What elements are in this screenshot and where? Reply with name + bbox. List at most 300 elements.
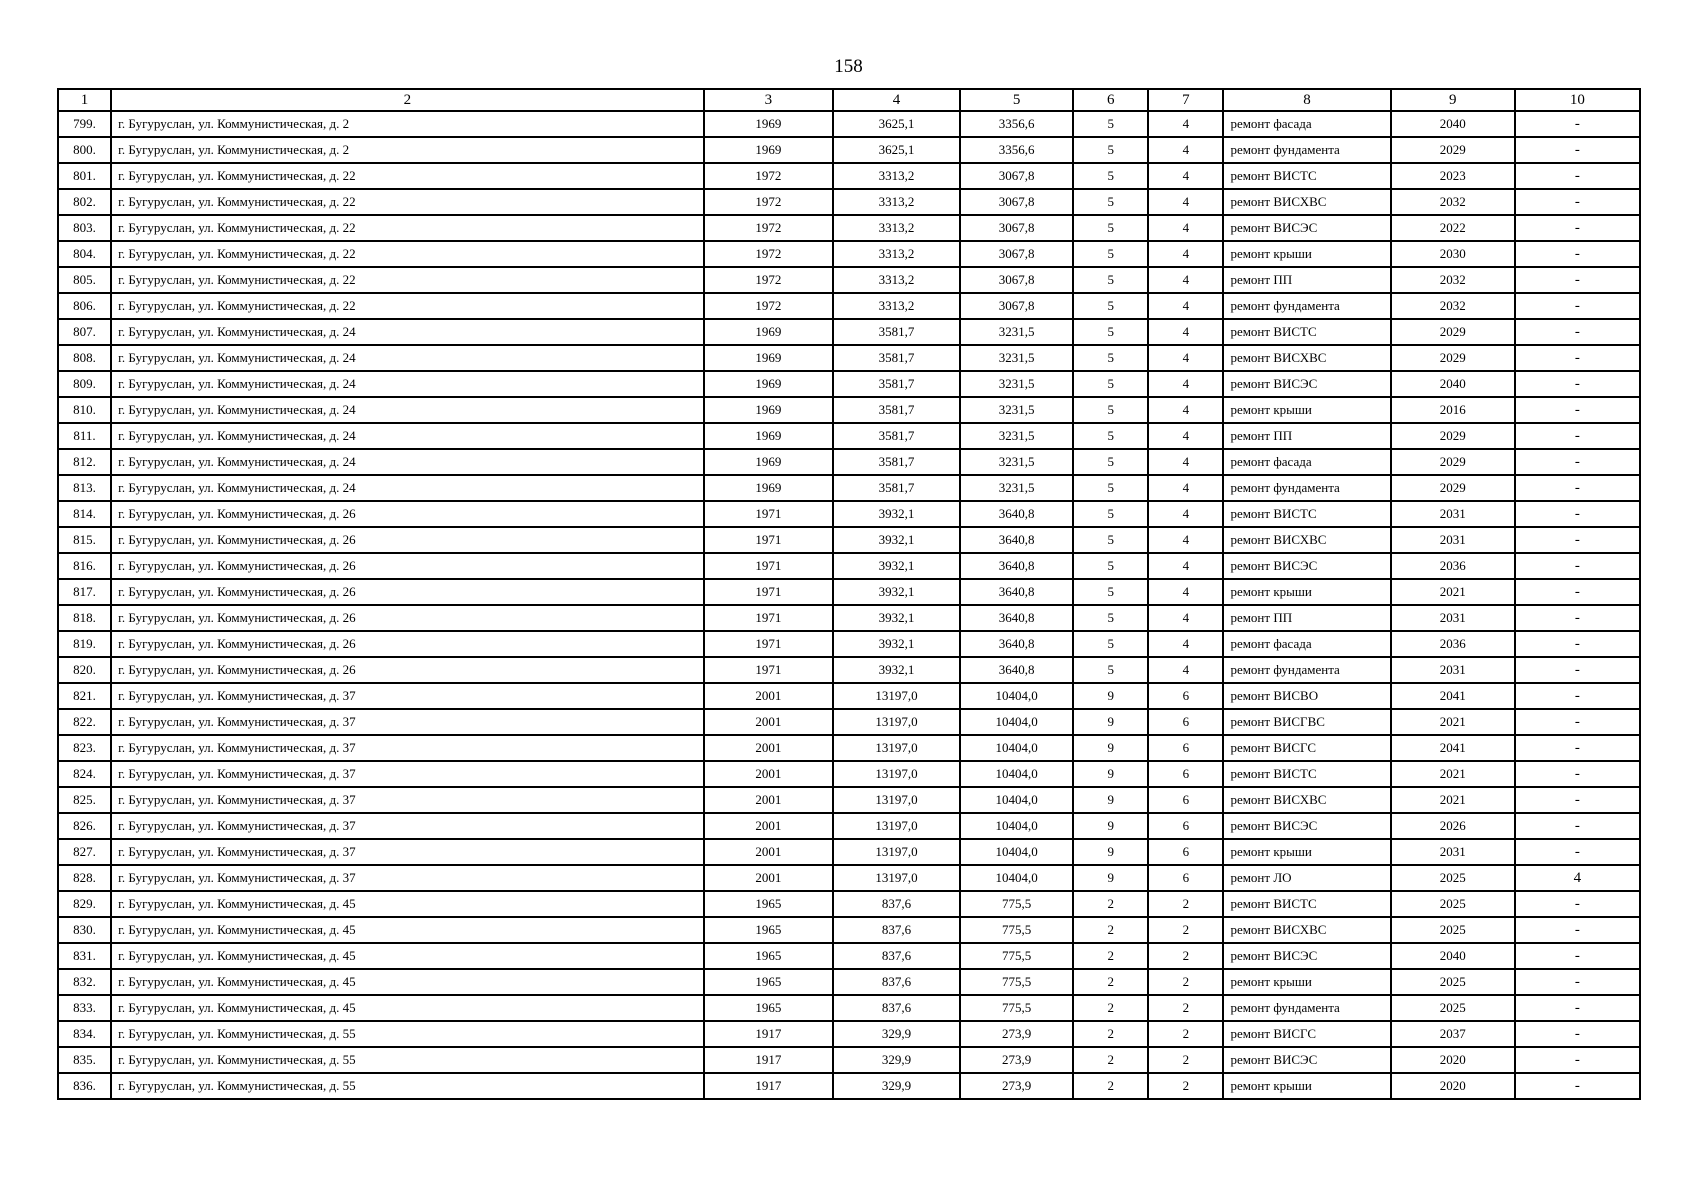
total-area-cell: 837,6 [833, 943, 960, 969]
total-area-cell: 13197,0 [833, 735, 960, 761]
year-cell: 1971 [704, 631, 833, 657]
work-type-cell: ремонт ВИСТС [1223, 891, 1390, 917]
floors-cell: 5 [1073, 371, 1148, 397]
planned-year-cell: 2023 [1391, 163, 1515, 189]
address-cell: г. Бугуруслан, ул. Коммунистическая, д. 55 [111, 1021, 704, 1047]
header-row [58, 89, 1640, 111]
entrances-cell: 6 [1148, 761, 1223, 787]
column-10-cell: - [1515, 969, 1640, 995]
table-row [58, 839, 1640, 865]
planned-year-cell: 2040 [1391, 371, 1515, 397]
table-row [58, 683, 1640, 709]
entrances-cell: 4 [1148, 111, 1223, 137]
living-area-cell: 10404,0 [960, 787, 1073, 813]
total-area-cell: 3932,1 [833, 527, 960, 553]
year-cell: 1969 [704, 319, 833, 345]
column-10-cell: - [1515, 1021, 1640, 1047]
row-number: 815. [58, 527, 111, 553]
floors-cell: 5 [1073, 397, 1148, 423]
year-cell: 2001 [704, 735, 833, 761]
column-10-cell: - [1515, 917, 1640, 943]
living-area-cell: 3231,5 [960, 423, 1073, 449]
column-10-cell: - [1515, 735, 1640, 761]
work-type-cell: ремонт крыши [1223, 969, 1390, 995]
year-cell: 1972 [704, 267, 833, 293]
entrances-cell: 6 [1148, 709, 1223, 735]
column-10-cell: - [1515, 813, 1640, 839]
work-type-cell: ремонт ВИСЭС [1223, 553, 1390, 579]
row-number: 830. [58, 917, 111, 943]
planned-year-cell: 2031 [1391, 657, 1515, 683]
address-cell: г. Бугуруслан, ул. Коммунистическая, д. 26 [111, 501, 704, 527]
work-type-cell: ремонт фундамента [1223, 657, 1390, 683]
work-type-cell: ремонт ПП [1223, 423, 1390, 449]
entrances-cell: 6 [1148, 787, 1223, 813]
entrances-cell: 6 [1148, 683, 1223, 709]
address-cell: г. Бугуруслан, ул. Коммунистическая, д. 22 [111, 215, 704, 241]
address-cell: г. Бугуруслан, ул. Коммунистическая, д. 2 [111, 137, 704, 163]
work-type-cell: ремонт ВИСХВС [1223, 189, 1390, 215]
living-area-cell: 3356,6 [960, 137, 1073, 163]
work-type-cell: ремонт крыши [1223, 1073, 1390, 1099]
floors-cell: 5 [1073, 319, 1148, 345]
year-cell: 1971 [704, 501, 833, 527]
year-cell: 1965 [704, 943, 833, 969]
table-row [58, 527, 1640, 553]
work-type-cell: ремонт ВИСГВС [1223, 709, 1390, 735]
living-area-cell: 273,9 [960, 1073, 1073, 1099]
column-10-cell: - [1515, 1047, 1640, 1073]
floors-cell: 9 [1073, 683, 1148, 709]
work-type-cell: ремонт крыши [1223, 241, 1390, 267]
column-10-cell: - [1515, 657, 1640, 683]
total-area-cell: 3313,2 [833, 293, 960, 319]
column-10-cell: - [1515, 787, 1640, 813]
year-cell: 1917 [704, 1073, 833, 1099]
address-cell: г. Бугуруслан, ул. Коммунистическая, д. 37 [111, 709, 704, 735]
address-cell: г. Бугуруслан, ул. Коммунистическая, д. 24 [111, 449, 704, 475]
year-cell: 2001 [704, 709, 833, 735]
address-cell: г. Бугуруслан, ул. Коммунистическая, д. 24 [111, 345, 704, 371]
floors-cell: 5 [1073, 137, 1148, 163]
floors-cell: 2 [1073, 1047, 1148, 1073]
floors-cell: 5 [1073, 527, 1148, 553]
address-cell: г. Бугуруслан, ул. Коммунистическая, д. 55 [111, 1047, 704, 1073]
living-area-cell: 3231,5 [960, 449, 1073, 475]
planned-year-cell: 2021 [1391, 761, 1515, 787]
row-number: 812. [58, 449, 111, 475]
year-cell: 2001 [704, 865, 833, 891]
row-number: 806. [58, 293, 111, 319]
living-area-cell: 3640,8 [960, 579, 1073, 605]
column-10-cell: - [1515, 345, 1640, 371]
work-type-cell: ремонт ВИСХВС [1223, 787, 1390, 813]
floors-cell: 2 [1073, 1073, 1148, 1099]
address-cell: г. Бугуруслан, ул. Коммунистическая, д. 37 [111, 865, 704, 891]
address-cell: г. Бугуруслан, ул. Коммунистическая, д. 24 [111, 371, 704, 397]
living-area-cell: 3640,8 [960, 501, 1073, 527]
table-row [58, 423, 1640, 449]
row-number: 828. [58, 865, 111, 891]
living-area-cell: 10404,0 [960, 735, 1073, 761]
column-header: 10 [1515, 89, 1640, 111]
planned-year-cell: 2031 [1391, 501, 1515, 527]
planned-year-cell: 2031 [1391, 839, 1515, 865]
column-10-cell: - [1515, 995, 1640, 1021]
table-row [58, 293, 1640, 319]
table-row [58, 189, 1640, 215]
row-number: 809. [58, 371, 111, 397]
work-type-cell: ремонт крыши [1223, 579, 1390, 605]
table-row [58, 111, 1640, 137]
work-type-cell: ремонт ВИСГС [1223, 1021, 1390, 1047]
total-area-cell: 3932,1 [833, 501, 960, 527]
floors-cell: 5 [1073, 189, 1148, 215]
column-header: 7 [1148, 89, 1223, 111]
entrances-cell: 4 [1148, 501, 1223, 527]
planned-year-cell: 2029 [1391, 449, 1515, 475]
year-cell: 1969 [704, 449, 833, 475]
planned-year-cell: 2025 [1391, 917, 1515, 943]
floors-cell: 9 [1073, 735, 1148, 761]
living-area-cell: 3231,5 [960, 475, 1073, 501]
floors-cell: 5 [1073, 163, 1148, 189]
column-10-cell: - [1515, 423, 1640, 449]
total-area-cell: 3932,1 [833, 631, 960, 657]
column-header: 9 [1391, 89, 1515, 111]
column-10-cell: - [1515, 241, 1640, 267]
address-cell: г. Бугуруслан, ул. Коммунистическая, д. 26 [111, 579, 704, 605]
floors-cell: 5 [1073, 605, 1148, 631]
table-row [58, 761, 1640, 787]
floors-cell: 5 [1073, 241, 1148, 267]
floors-cell: 5 [1073, 423, 1148, 449]
year-cell: 2001 [704, 683, 833, 709]
work-type-cell: ремонт ВИСГС [1223, 735, 1390, 761]
row-number: 807. [58, 319, 111, 345]
address-cell: г. Бугуруслан, ул. Коммунистическая, д. 45 [111, 995, 704, 1021]
total-area-cell: 3581,7 [833, 423, 960, 449]
column-10-cell: - [1515, 319, 1640, 345]
row-number: 816. [58, 553, 111, 579]
row-number: 803. [58, 215, 111, 241]
column-header: 8 [1223, 89, 1390, 111]
work-type-cell: ремонт ВИСВО [1223, 683, 1390, 709]
row-number: 818. [58, 605, 111, 631]
column-header: 6 [1073, 89, 1148, 111]
living-area-cell: 3067,8 [960, 241, 1073, 267]
row-number: 829. [58, 891, 111, 917]
column-10-cell: - [1515, 683, 1640, 709]
entrances-cell: 4 [1148, 345, 1223, 371]
living-area-cell: 775,5 [960, 943, 1073, 969]
planned-year-cell: 2029 [1391, 319, 1515, 345]
column-10-cell: - [1515, 527, 1640, 553]
total-area-cell: 3932,1 [833, 605, 960, 631]
living-area-cell: 3067,8 [960, 189, 1073, 215]
column-10-cell: - [1515, 501, 1640, 527]
living-area-cell: 10404,0 [960, 839, 1073, 865]
table-row [58, 917, 1640, 943]
total-area-cell: 837,6 [833, 891, 960, 917]
entrances-cell: 4 [1148, 293, 1223, 319]
column-10-cell: - [1515, 761, 1640, 787]
total-area-cell: 3581,7 [833, 397, 960, 423]
address-cell: г. Бугуруслан, ул. Коммунистическая, д. 22 [111, 189, 704, 215]
total-area-cell: 3625,1 [833, 137, 960, 163]
planned-year-cell: 2025 [1391, 891, 1515, 917]
year-cell: 1971 [704, 527, 833, 553]
entrances-cell: 2 [1148, 995, 1223, 1021]
table-row [58, 1073, 1640, 1099]
year-cell: 1972 [704, 293, 833, 319]
table-row [58, 163, 1640, 189]
living-area-cell: 3640,8 [960, 631, 1073, 657]
planned-year-cell: 2020 [1391, 1047, 1515, 1073]
table-row [58, 397, 1640, 423]
work-type-cell: ремонт фундамента [1223, 475, 1390, 501]
table-row [58, 787, 1640, 813]
row-number: 814. [58, 501, 111, 527]
entrances-cell: 4 [1148, 579, 1223, 605]
work-type-cell: ремонт ВИСТС [1223, 501, 1390, 527]
entrances-cell: 2 [1148, 1073, 1223, 1099]
column-10-cell: - [1515, 1073, 1640, 1099]
year-cell: 1965 [704, 917, 833, 943]
table-row [58, 1021, 1640, 1047]
table-row [58, 631, 1640, 657]
row-number: 822. [58, 709, 111, 735]
column-10-cell: - [1515, 891, 1640, 917]
address-cell: г. Бугуруслан, ул. Коммунистическая, д. 24 [111, 475, 704, 501]
entrances-cell: 2 [1148, 943, 1223, 969]
work-type-cell: ремонт фасада [1223, 449, 1390, 475]
table-row [58, 137, 1640, 163]
row-number: 826. [58, 813, 111, 839]
floors-cell: 5 [1073, 111, 1148, 137]
floors-cell: 2 [1073, 917, 1148, 943]
living-area-cell: 775,5 [960, 891, 1073, 917]
living-area-cell: 273,9 [960, 1047, 1073, 1073]
floors-cell: 5 [1073, 579, 1148, 605]
year-cell: 1969 [704, 371, 833, 397]
column-10-cell: - [1515, 163, 1640, 189]
address-cell: г. Бугуруслан, ул. Коммунистическая, д. 24 [111, 319, 704, 345]
planned-year-cell: 2030 [1391, 241, 1515, 267]
address-cell: г. Бугуруслан, ул. Коммунистическая, д. 37 [111, 787, 704, 813]
table-row [58, 345, 1640, 371]
table-row [58, 605, 1640, 631]
table-row [58, 553, 1640, 579]
address-cell: г. Бугуруслан, ул. Коммунистическая, д. 45 [111, 891, 704, 917]
entrances-cell: 4 [1148, 631, 1223, 657]
table-row [58, 995, 1640, 1021]
living-area-cell: 775,5 [960, 917, 1073, 943]
year-cell: 1972 [704, 241, 833, 267]
year-cell: 1972 [704, 189, 833, 215]
living-area-cell: 3067,8 [960, 215, 1073, 241]
total-area-cell: 329,9 [833, 1021, 960, 1047]
year-cell: 1972 [704, 163, 833, 189]
work-type-cell: ремонт фундамента [1223, 293, 1390, 319]
year-cell: 1971 [704, 553, 833, 579]
column-10-cell: - [1515, 215, 1640, 241]
living-area-cell: 3640,8 [960, 605, 1073, 631]
planned-year-cell: 2021 [1391, 709, 1515, 735]
planned-year-cell: 2032 [1391, 293, 1515, 319]
work-type-cell: ремонт ВИСЭС [1223, 813, 1390, 839]
column-10-cell: - [1515, 293, 1640, 319]
row-number: 832. [58, 969, 111, 995]
living-area-cell: 3067,8 [960, 163, 1073, 189]
page-number: 158 [834, 56, 863, 77]
row-number: 817. [58, 579, 111, 605]
entrances-cell: 2 [1148, 917, 1223, 943]
address-cell: г. Бугуруслан, ул. Коммунистическая, д. 22 [111, 267, 704, 293]
total-area-cell: 3625,1 [833, 111, 960, 137]
entrances-cell: 2 [1148, 969, 1223, 995]
row-number: 811. [58, 423, 111, 449]
planned-year-cell: 2040 [1391, 111, 1515, 137]
repair-schedule-table [57, 88, 1641, 1100]
column-10-cell: - [1515, 111, 1640, 137]
work-type-cell: ремонт крыши [1223, 397, 1390, 423]
total-area-cell: 3932,1 [833, 553, 960, 579]
floors-cell: 9 [1073, 865, 1148, 891]
total-area-cell: 13197,0 [833, 839, 960, 865]
row-number: 823. [58, 735, 111, 761]
living-area-cell: 3067,8 [960, 267, 1073, 293]
column-10-cell: - [1515, 475, 1640, 501]
column-header: 3 [704, 89, 833, 111]
column-10-cell: - [1515, 579, 1640, 605]
entrances-cell: 4 [1148, 397, 1223, 423]
work-type-cell: ремонт ВИСТС [1223, 319, 1390, 345]
entrances-cell: 4 [1148, 605, 1223, 631]
floors-cell: 9 [1073, 761, 1148, 787]
work-type-cell: ремонт фасада [1223, 111, 1390, 137]
living-area-cell: 10404,0 [960, 813, 1073, 839]
total-area-cell: 3932,1 [833, 579, 960, 605]
row-number: 805. [58, 267, 111, 293]
table-row [58, 501, 1640, 527]
table-row [58, 267, 1640, 293]
work-type-cell: ремонт фундамента [1223, 995, 1390, 1021]
table-row [58, 813, 1640, 839]
work-type-cell: ремонт крыши [1223, 839, 1390, 865]
entrances-cell: 4 [1148, 527, 1223, 553]
column-10-cell: 4 [1515, 865, 1640, 891]
entrances-cell: 4 [1148, 449, 1223, 475]
address-cell: г. Бугуруслан, ул. Коммунистическая, д. 37 [111, 839, 704, 865]
total-area-cell: 329,9 [833, 1047, 960, 1073]
year-cell: 1969 [704, 137, 833, 163]
address-cell: г. Бугуруслан, ул. Коммунистическая, д. 37 [111, 683, 704, 709]
year-cell: 1971 [704, 579, 833, 605]
address-cell: г. Бугуруслан, ул. Коммунистическая, д. 22 [111, 293, 704, 319]
work-type-cell: ремонт ВИСЭС [1223, 215, 1390, 241]
year-cell: 1969 [704, 111, 833, 137]
year-cell: 1917 [704, 1021, 833, 1047]
entrances-cell: 4 [1148, 189, 1223, 215]
total-area-cell: 13197,0 [833, 813, 960, 839]
work-type-cell: ремонт ПП [1223, 605, 1390, 631]
table-row [58, 319, 1640, 345]
entrances-cell: 4 [1148, 319, 1223, 345]
total-area-cell: 3581,7 [833, 475, 960, 501]
total-area-cell: 3581,7 [833, 319, 960, 345]
total-area-cell: 837,6 [833, 969, 960, 995]
floors-cell: 9 [1073, 839, 1148, 865]
living-area-cell: 273,9 [960, 1021, 1073, 1047]
column-header: 2 [111, 89, 704, 111]
total-area-cell: 13197,0 [833, 787, 960, 813]
column-header: 4 [833, 89, 960, 111]
floors-cell: 5 [1073, 293, 1148, 319]
total-area-cell: 13197,0 [833, 761, 960, 787]
row-number: 804. [58, 241, 111, 267]
work-type-cell: ремонт ВИСТС [1223, 163, 1390, 189]
table-row [58, 865, 1640, 891]
planned-year-cell: 2021 [1391, 787, 1515, 813]
planned-year-cell: 2040 [1391, 943, 1515, 969]
living-area-cell: 3067,8 [960, 293, 1073, 319]
column-header: 1 [58, 89, 111, 111]
table-row [58, 657, 1640, 683]
planned-year-cell: 2031 [1391, 527, 1515, 553]
planned-year-cell: 2031 [1391, 605, 1515, 631]
total-area-cell: 3581,7 [833, 345, 960, 371]
total-area-cell: 3313,2 [833, 267, 960, 293]
floors-cell: 5 [1073, 215, 1148, 241]
row-number: 831. [58, 943, 111, 969]
row-number: 800. [58, 137, 111, 163]
living-area-cell: 775,5 [960, 969, 1073, 995]
planned-year-cell: 2032 [1391, 267, 1515, 293]
floors-cell: 2 [1073, 995, 1148, 1021]
work-type-cell: ремонт ЛО [1223, 865, 1390, 891]
work-type-cell: ремонт ВИСХВС [1223, 917, 1390, 943]
column-10-cell: - [1515, 137, 1640, 163]
total-area-cell: 3313,2 [833, 189, 960, 215]
table-row [58, 215, 1640, 241]
floors-cell: 5 [1073, 267, 1148, 293]
living-area-cell: 10404,0 [960, 683, 1073, 709]
column-10-cell: - [1515, 709, 1640, 735]
table-row [58, 735, 1640, 761]
table-row [58, 241, 1640, 267]
row-number: 824. [58, 761, 111, 787]
table-row [58, 475, 1640, 501]
total-area-cell: 3581,7 [833, 371, 960, 397]
work-type-cell: ремонт ВИСЭС [1223, 943, 1390, 969]
year-cell: 1969 [704, 475, 833, 501]
address-cell: г. Бугуруслан, ул. Коммунистическая, д. 45 [111, 969, 704, 995]
address-cell: г. Бугуруслан, ул. Коммунистическая, д. 45 [111, 917, 704, 943]
entrances-cell: 4 [1148, 553, 1223, 579]
floors-cell: 2 [1073, 1021, 1148, 1047]
year-cell: 1969 [704, 397, 833, 423]
row-number: 810. [58, 397, 111, 423]
column-10-cell: - [1515, 267, 1640, 293]
row-number: 821. [58, 683, 111, 709]
planned-year-cell: 2037 [1391, 1021, 1515, 1047]
planned-year-cell: 2022 [1391, 215, 1515, 241]
planned-year-cell: 2032 [1391, 189, 1515, 215]
total-area-cell: 13197,0 [833, 683, 960, 709]
floors-cell: 2 [1073, 969, 1148, 995]
total-area-cell: 13197,0 [833, 709, 960, 735]
